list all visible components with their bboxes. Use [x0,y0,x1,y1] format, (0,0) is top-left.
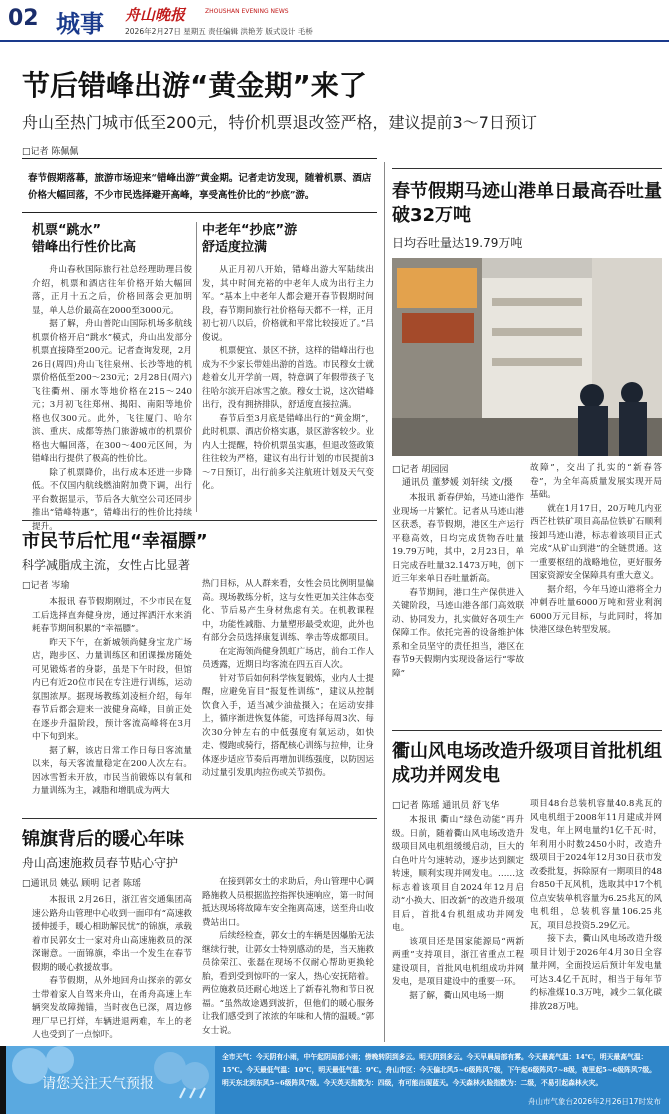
paragraph: 机票便宜、景区不挤，这样的错峰出行也成为不少家长带娃出游的首选。市民穆女士就趁着女儿开学前一周，特意调了年假带孩子飞往哈尔滨开启冰雪之旅。穆女士说，这次错峰出行，没有拥挤排队，舒适度直接拉满。 [202,346,374,410]
rescue-subhead: 舟山高速施救员春节贴心守护 [22,856,179,870]
fitness-col2 [202,578,374,781]
main-rule [22,158,377,159]
paragraph: 除了机票降价，出行成本还进一步降低。不仅国内航线燃油附加费下调，出行平台数据显示，节后各大航空公司还同步推出“错峰特惠”，错峰出行的性价比持续提升。 [32,467,192,532]
wind-col2 [530,798,662,1014]
paragraph: 春节期间，港口生产保供进入关键阶段，马迹山港各部门高效联动、协同发力，扎实做好各项生产保障工作。依托完善的设备维护体系和全员坚守的责任担当，港区在春节9天假期内实现设备运行“零故障” [392,587,524,679]
port-headline: 春节假期马迹山港单日最高吞吐量破32万吨 [392,181,662,226]
wind-byline: □记者 陈瑶 通讯员 舒飞华 [392,801,500,811]
paragraph: 在接到郭女士的求助后，舟山管理中心调路施救人员根据监控指挥快速响应，第一时间抵达现场将故障车安全拖离高速，送至舟山收费站出口。 [202,877,374,928]
mid-subtitle-1: 中老年“抄底”游 [202,223,298,238]
paragraph: 接下去，衢山风电场改造升级项目计划于2026年4月30日全容量并网，全面投运后预计年发电量可达3.4亿千瓦时，相当于每年节约标准煤10.3万吨，减少二氧化碳排放28万吨。 [530,934,662,1012]
newspaper-logo-en: ZHOUSHAN EVENING NEWS [205,8,289,15]
paragraph: 项目48台总装机容量40.8兆瓦的风电机组于2008年11月建成并网发电，年上网电量约1亿千瓦·时，年利用小时数2450小时，改造升级项目于2024年12月30日获市发改委批复，拆除原有一期项目的48台850千瓦风机，选取其中17个机位点安装单机容量为6.25兆瓦的风电机组，总装机容量106.25兆瓦，项目总投资5.29亿元。 [530,799,662,931]
fitness-byline: □记者 岑瑜 [22,581,70,591]
rescue-byline: □通讯员 姚弘 顾明 记者 陈瑶 [22,879,141,889]
port-col1 [392,492,524,681]
port-col2 [530,462,662,638]
port-subhead: 日均吞吐量达19.79万吨 [392,236,523,250]
paragraph: 据了解，舟山普陀山国际机场多航线机票价格开启“跳水”模式，舟山出发部分机票直接降至200元。记者查询发现，2月26日(周四)舟山飞往泉州、长沙等地的机票价格低至200～230元；2月28日(周六)飞往衢州、丽水等地价格在215～240元；3月初飞往郑州、揭阳、南阳等地价格也仅300元。此外，飞往厦门、哈尔滨、重庆、成都等热门旅游城市的机票价格也大幅回落，在300～400元区间，为错峰出行提供了极高的性价比。 [32,319,192,464]
weather-footer: 舟山市气象台2026年2月26日17时发布 [528,1097,661,1106]
mid-subtitle-2: 舒适度拉满 [202,240,268,255]
weather-forecast: 全市天气：今天阴有小雨，中午起阴局部小雨；傍晚转阴到多云。明天阴到多云。今天早晨局部有雾。今天最高气温：14℃，明天最高气温：15℃。今天最低气温：10℃，明天最低气温：9℃。舟山市区：今天偏北风5~6级阵风7级，下午起6级阵风7~8级，夜里起5~6级阵风7级。明天东北到东风5~6级阵风7级。今天英天指数为：四级，有可能出现蓝天。今天森林火险指数为：二级，不易引起森林火灾。 [222,1053,656,1087]
header-rule [0,40,669,42]
paragraph: 后续经检查，郭女士的车辆是因爆胎无法继续行驶，让郭女士特别感动的是，当天施救员徐荣江、张磊在现场不仅耐心帮助更换轮胎，看到受到惊吓的一家人，热心安抚陪着。两位施救员还耐心地送上了新春礼物和节日祝福。“虽然故途遇到波折，但他们的暖心服务让我们感受到了浓浓的年味和人情的温暖。”郭女士说。 [202,931,374,1036]
section-rule [22,818,377,819]
paragraph: 故障”，交出了扎实的“新春答卷”，为全年高质量发展实现开局基础。 [530,463,662,500]
port-byline-2: 通讯员 董梦媛 刘轩续 文/摄 [402,478,513,488]
fitness-headline: 市民节后忙甩“幸福膘” [22,531,208,552]
main-subhead: 舟山至热门城市低至200元，特价机票退改签严格，建议提前3～7日预订 [22,113,537,132]
mid-body [202,264,374,494]
port-photo [392,258,662,456]
paragraph: 从正月初八开始，错峰出游大军陆续出发，其中时间充裕的中老年人成为出行主力军。“基本上中老年人都会避开春节假期时间段，春节期间旅行社价格每天都不一样，正月初七初八以后，价格就和平常比较接近了。”吕俊说。 [202,265,374,343]
lead-rule [22,212,377,213]
paragraph: 就在1月17日，20万吨几内亚西芒杜铁矿项目高品位铁矿石顺利接卸马迹山港，标志着该项目正式完成“从矿山到港”的全链贯通。这一重要枢纽的战略地位，更好服务国家资源安全保障具有重大意义。 [530,503,662,581]
right-top-rule [392,168,662,169]
ship-photo-image [392,258,662,456]
port-byline-1: □记者 胡园园 [392,465,449,475]
newspaper-logo: 舟山晚报 [125,6,186,24]
section-title: 城事 [56,10,104,38]
paragraph: 该项目还是国家能源局“两新两重”支持项目，浙江省重点工程建设项目，首批风电机组成功并网发电，是项目建设中的重要一环。 [392,936,524,987]
left-subtitle-2: 错峰出行性价比高 [32,240,137,255]
mid-subsection [202,222,374,494]
left-subsection [32,222,192,534]
section-rule [392,730,662,731]
date-line: 2026年2月27日 星期五 责任编辑 洪艳芳 版式设计 毛桥 [125,27,313,36]
paragraph: 据了解，该店日常工作日每日客流量以来，每天客流量稳定在200人次左右。因冰雪暂未开放，市民当前锻炼以有氧和力量训练为主，减脂和增肌成为两大 [32,745,192,796]
rescue-headline: 锦旗背后的暖心年味 [22,829,184,850]
main-byline: □记者 陈佩佩 [22,147,79,157]
paragraph: 春节后至3月底是错峰出行的“黄金期”，此时机票、酒店价格实惠，景区游客较少。业内人士提醒，特价机票虽实惠，但退改签政策往往较为严格，建议有出行计划的市民提前3～7日预订，出行前多关注航班计划及天气变化。 [202,413,374,491]
left-subtitle-1: 机票“跳水” [32,223,102,238]
weather-title: 请您关注天气预报 [42,1076,154,1092]
fitness-col1 [32,596,192,799]
fitness-subhead: 科学减脂成主流，女性占比显著 [22,558,191,572]
paragraph: 在定海领尚健身凯虹广场店，前台工作人员透露，近期日均客流在四五百人次。 [202,646,374,670]
page-number: 02 [8,6,39,31]
paragraph: 本报讯 新春伊始，马迹山港作业现场一片繁忙。记者从马迹山港区获悉，春节假期，港区生产运行平稳高效，日均完成货物吞吐量19.79万吨，其中，2月23日，单日完成吞吐量32.1473万吨，创下近三年来单日吞吐量新高。 [392,493,524,584]
paragraph: 春节假期，从外地回舟山探亲的郭女士带着家人自驾来舟山，在甬舟高速上车辆突发故障抛锚，当时夜色已深，周边修理厂早已打烊，车辆进退两难，车上的老人也受到了一点惊吓。 [32,976,192,1040]
page-divider [384,162,385,1042]
section-rule [22,520,377,521]
paragraph: 本报讯 2月26日，浙江省交通集团高速公路舟山管理中心收到一面印有“高速救援伸援手，暖心相助解民忧”的锦旗，承载着市民郭女士一家对舟山高速施救员的深深谢意。一面锦旗，牵出一个发生在春节假期的暖心救援故事。 [32,895,192,973]
paragraph: 针对节后如何科学恢复锻炼，业内人士提醒，应避免盲目“报复性训练”，建议从控制饮食入手，适当减少油盐摄入；在运动安排上，循序渐进恢复体能，可选择每周3次、每次30分钟左右的中低强度有氧运动，如快走、慢跑或骑行，搭配核心训练与拉伸，让身体逐步适应节奏后再增加训练强度，以防因运动过量引发肌肉拉伤或关节损伤。 [202,673,374,778]
paragraph: 舟山春秋国际旅行社总经理助理吕俊介绍，机票和酒店往年价格开始大幅回落，正月十五之后，价格回落会更加明显，单人总价最高在2000至3000元。 [32,265,192,316]
main-headline: 节后错峰出游“黄金期”来了 [22,69,367,102]
rescue-col1 [32,894,192,1043]
main-lead: 春节假期落幕，旅游市场迎来“错峰出游”黄金期。记者走访发现，随着机票、酒店价格大幅回落，不少市民选择避开高峰，享受高性价比的“抄底”游。 [28,173,372,201]
paragraph: 据介绍，今年马迹山港将全力冲刺吞吐量6000万吨和营业利润6000万元目标，与此同时，将加快港区绿色转型发展。 [530,584,662,635]
wind-headline: 衢山风电场改造升级项目首批机组成功并网发电 [392,741,662,786]
paragraph: 本报讯 衢山“绿色动能”再升级。日前，随着衢山风电场改造升级项目风电机组缓缓启动，巨大的白色叶片匀速转动，逐步达到额定转速，顺利实现并网发电。……这标志着该项目自2024年12月启动“小换大、旧改新”的改造升级项目后，首批4台机组成功并网发电。 [392,815,524,933]
column-divider [196,222,197,512]
paragraph: 据了解，衢山风电场一期 [409,990,504,1001]
wind-col1 [392,814,524,1003]
paragraph: 本报讯 春节假期刚过，不少市民在复工后选择直奔健身房，通过挥洒汗水来消耗春节期间积累的“幸福膘”。 [32,597,192,634]
paragraph: 昨天下午，在新城领尚健身宝龙广场店，跑步区、力量训练区和团课操房随处可见锻炼者的身影，虽是下午时段，但馆内已有近20位市民在专注进行训练，运动氛围浓厚。据现场教练刘凌桓介绍，每年春节后都会迎来一波健身高峰，目前正处在逐步升温阶段，预计客流高峰将在3月中下旬到来。 [32,637,192,742]
left-body [32,264,192,534]
paragraph: 热门目标，从人群来看，女性会员比例明显偏高。现场教练分析，这与女性更加关注体态变化、节后易产生身材焦虑有关。在机教课程中，功能性减脂、力量塑形最受欢迎，此外也有部分会员选择康复训练、拳击等成都项目。 [202,579,374,643]
rescue-col2 [202,876,374,1038]
bar-edge [0,1046,6,1114]
